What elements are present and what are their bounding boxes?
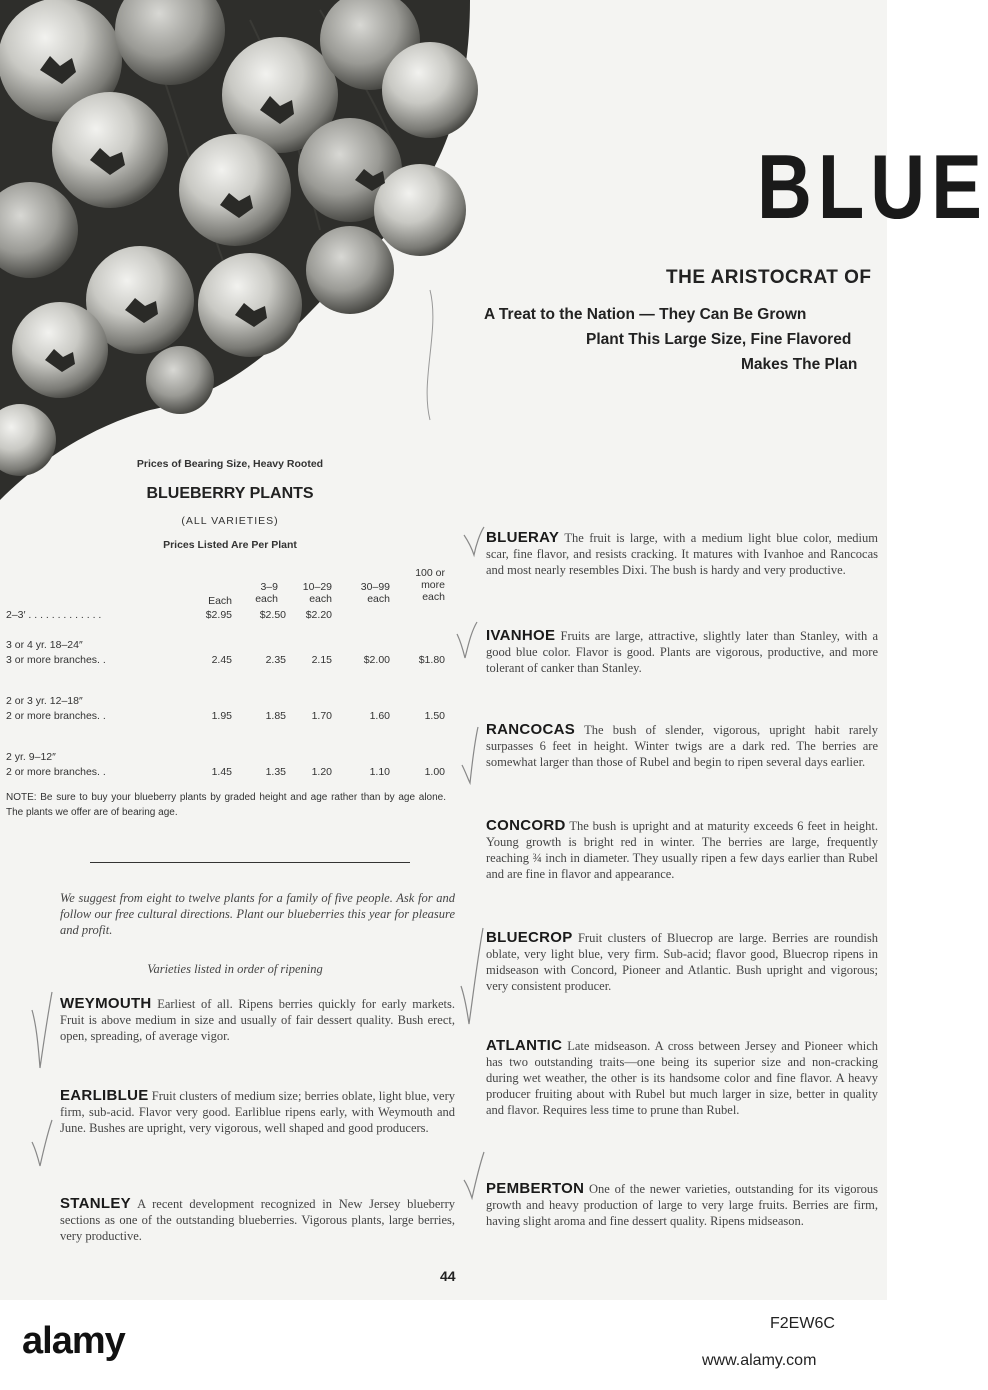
col-header-each: Each [208,595,232,607]
pencil-check-mark [458,725,482,785]
price-row: 2 or more branches. . 1.45 1.35 1.20 1.10 1.00 [6,766,445,778]
variety-rancocas: RANCOCAS The bush of slender, vigorous, upright habit rarely surpasses 6 feet in height. Winter twigs are a dark red. The berries are somewhat larger than those of Rubel and begin to ripen several days earlier. [486,721,878,769]
suggestion-text: We suggest from eight to twelve plants for a family of five people. Ask for and follow our free cultural directions. Plant our blueberries this year for pleasure and profit. [60,891,455,937]
stock-brand-logo: alamy [22,1320,125,1362]
variety-blueray: BLUERAY The fruit is large, with a medium light blue color, medium scar, fine flavor, and resists cracking. It matures with Ivanhoe and Rancocas and most nearly resembles Dixi. The bush is hardy and very productive. [486,529,878,577]
pencil-check-mark [30,990,54,1070]
pencil-check-mark [462,525,486,557]
section-divider [90,862,410,863]
price-all-varieties: (ALL VARIETIES) [181,515,279,527]
pencil-check-mark [30,1118,54,1168]
price-row: 3 or more branches. . 2.45 2.35 2.15 $2.00 $1.80 [6,654,445,666]
col-header-10-29: 10–29 each [302,581,332,605]
price-row-label-top: 2 or 3 yr. 12–18″ [6,695,83,707]
order-note: Varieties listed in order of ripening [147,962,323,976]
col-header-100-more: 100 or more each [415,567,445,603]
price-intro: Prices of Bearing Size, Heavy Rooted [136,458,324,470]
price-row-label-top: 2 yr. 9–12″ [6,751,56,763]
page-title: BLUE [757,136,988,239]
stock-footer [0,1300,887,1390]
price-per-plant: Prices Listed Are Per Plant [163,539,297,551]
variety-atlantic: ATLANTIC Late midseason. A cross between Jersey and Pioneer which has two outstanding traits—one being its superior size and non-cracking during wet weather, the other is its handsome color and fine flavor. A heavy producer fruiting about with Rubel but much larger in size, better in quality and flavor. Requires less time to prune than Rubel. [486,1037,879,1117]
tagline-line-2: Plant This Large Size, Fine Flavored [586,331,852,348]
stock-url: www.alamy.com [702,1352,817,1369]
variety-bluecrop: BLUECROP Fruit clusters of Bluecrop are large. Berries are roundish oblate, very light blue, very firm. Sub-acid; flavor good, Bluecrop ripens in midseason with Concord, Pioneer and Atlantic. Bush upright and vigorous; very consistent producer. [486,929,878,993]
variety-pemberton: PEMBERTON One of the newer varieties, outstanding for its vigorous growth and heavy production of large to very large fruits. Berries are firm, having slight aroma and fine dessert quality. Ripens midseason. [486,1180,878,1228]
tagline-line-1: A Treat to the Nation — They Can Be Grown [484,306,807,323]
pencil-check-mark [455,926,485,1026]
price-row-label-top: 3 or 4 yr. 18–24″ [6,639,83,651]
price-row: 2 or more branches. . 1.95 1.85 1.70 1.60 1.50 [6,710,445,722]
pencil-check-mark [455,620,479,660]
page-subtitle: THE ARISTOCRAT OF [666,267,872,288]
variety-weymouth: WEYMOUTH Earliest of all. Ripens berries quickly for early markets. Fruit is above medium in size and usually of fair dessert quality. Bush erect, open, spreading, of average vigor. [60,995,455,1043]
col-header-3-9: 3–9 each [255,581,278,605]
stock-image-id: F2EW6C [770,1315,835,1332]
page-number: 44 [440,1268,456,1284]
pencil-check-mark [462,1150,486,1200]
tagline-line-3: Makes The Plan [741,356,858,373]
price-row: 2–3′ . . . . . . . . . . . . . $2.95 $2.50 $2.20 [6,609,332,621]
col-header-30-99: 30–99 each [360,581,390,605]
price-note: NOTE: Be sure to buy your blueberry plants by graded height and age rather than by age alone. The plants we offer are of bearing age. [6,792,446,818]
price-heading: BLUEBERRY PLANTS [146,485,314,502]
blueberry-cluster-photo [0,0,490,500]
variety-stanley: STANLEY A recent development recognized in New Jersey blueberry sections as one of the outstanding blueberries. Vigorous plants, large berries, very productive. [60,1195,456,1243]
variety-ivanhoe: IVANHOE Fruits are large, attractive, slightly later than Stanley, with a good blue color. Flavor is good. Plants are vigorous, productive, and more tolerant of canker than Stanley. [486,627,879,675]
variety-concord: CONCORD The bush is upright and at maturity exceeds 6 feet in height. Young growth is bright red in winter. The berries are large, frequently reaching ¾ inch in diameter. They usually ripen a few days earlier than Rubel and are fine in flavor and appearance. [486,817,878,881]
variety-earliblue: EARLIBLUE Fruit clusters of medium size; berries oblate, light blue, very firm, sub-acid. Flavor very good. Earliblue ripens early, with Weymouth and June. Bushes are upright, very vigorous, well shaped and good producers. [60,1087,456,1135]
